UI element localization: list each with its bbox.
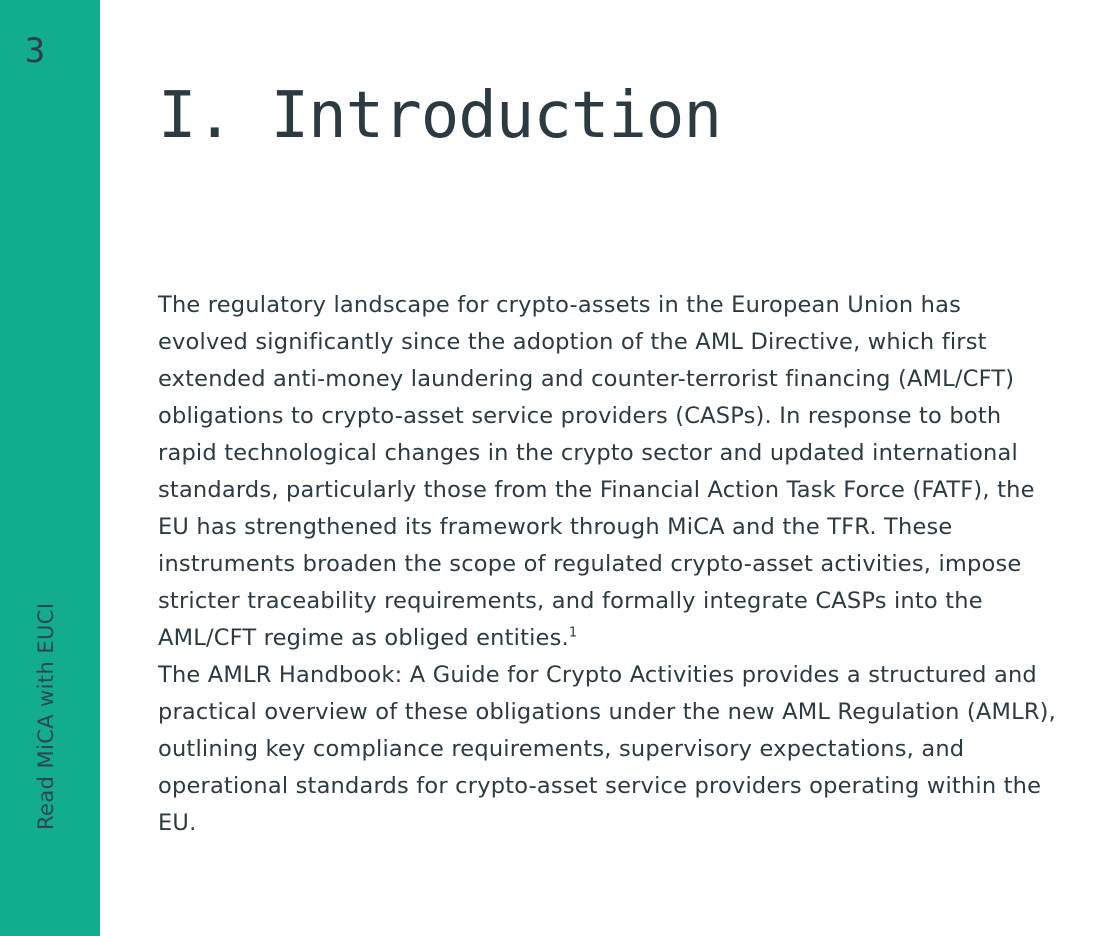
sidebar-label: Read MiCA with EUCI	[34, 602, 58, 830]
page-title: I. Introduction	[158, 79, 721, 153]
body-text	[158, 287, 1058, 842]
page-number: 3	[24, 31, 46, 71]
footnote-reference[interactable]: 1	[568, 625, 578, 641]
paragraph-2: The AMLR Handbook: A Guide for Crypto Activities provides a structured and practical overview of these obligations under the new AML Regulation (AMLR), outlining key compliance requirements, supervisory expectations, and operational standards for crypto-asset service providers operating within the EU.	[158, 662, 1056, 836]
paragraph-1	[158, 287, 1058, 657]
paragraph-1-text: The regulatory landscape for crypto-assets in the European Union has evolved significantly since the adoption of the AML Directive, which first extended anti-money laundering and counter-terrorist financing (AML/CFT) obligations to crypto-asset service providers (CASPs). In response to both rapid technological changes in the crypto sector and updated international standards, particularly those from the Financial Action Task Force (FATF), the EU has strengthened its framework through MiCA and the TFR. These instruments broaden the scope of regulated crypto-asset activities, impose stricter traceability requirements, and formally integrate CASPs into the AML/CFT regime as obliged entities.	[158, 292, 1035, 651]
main-content	[158, 0, 1068, 936]
sidebar	[0, 0, 100, 936]
